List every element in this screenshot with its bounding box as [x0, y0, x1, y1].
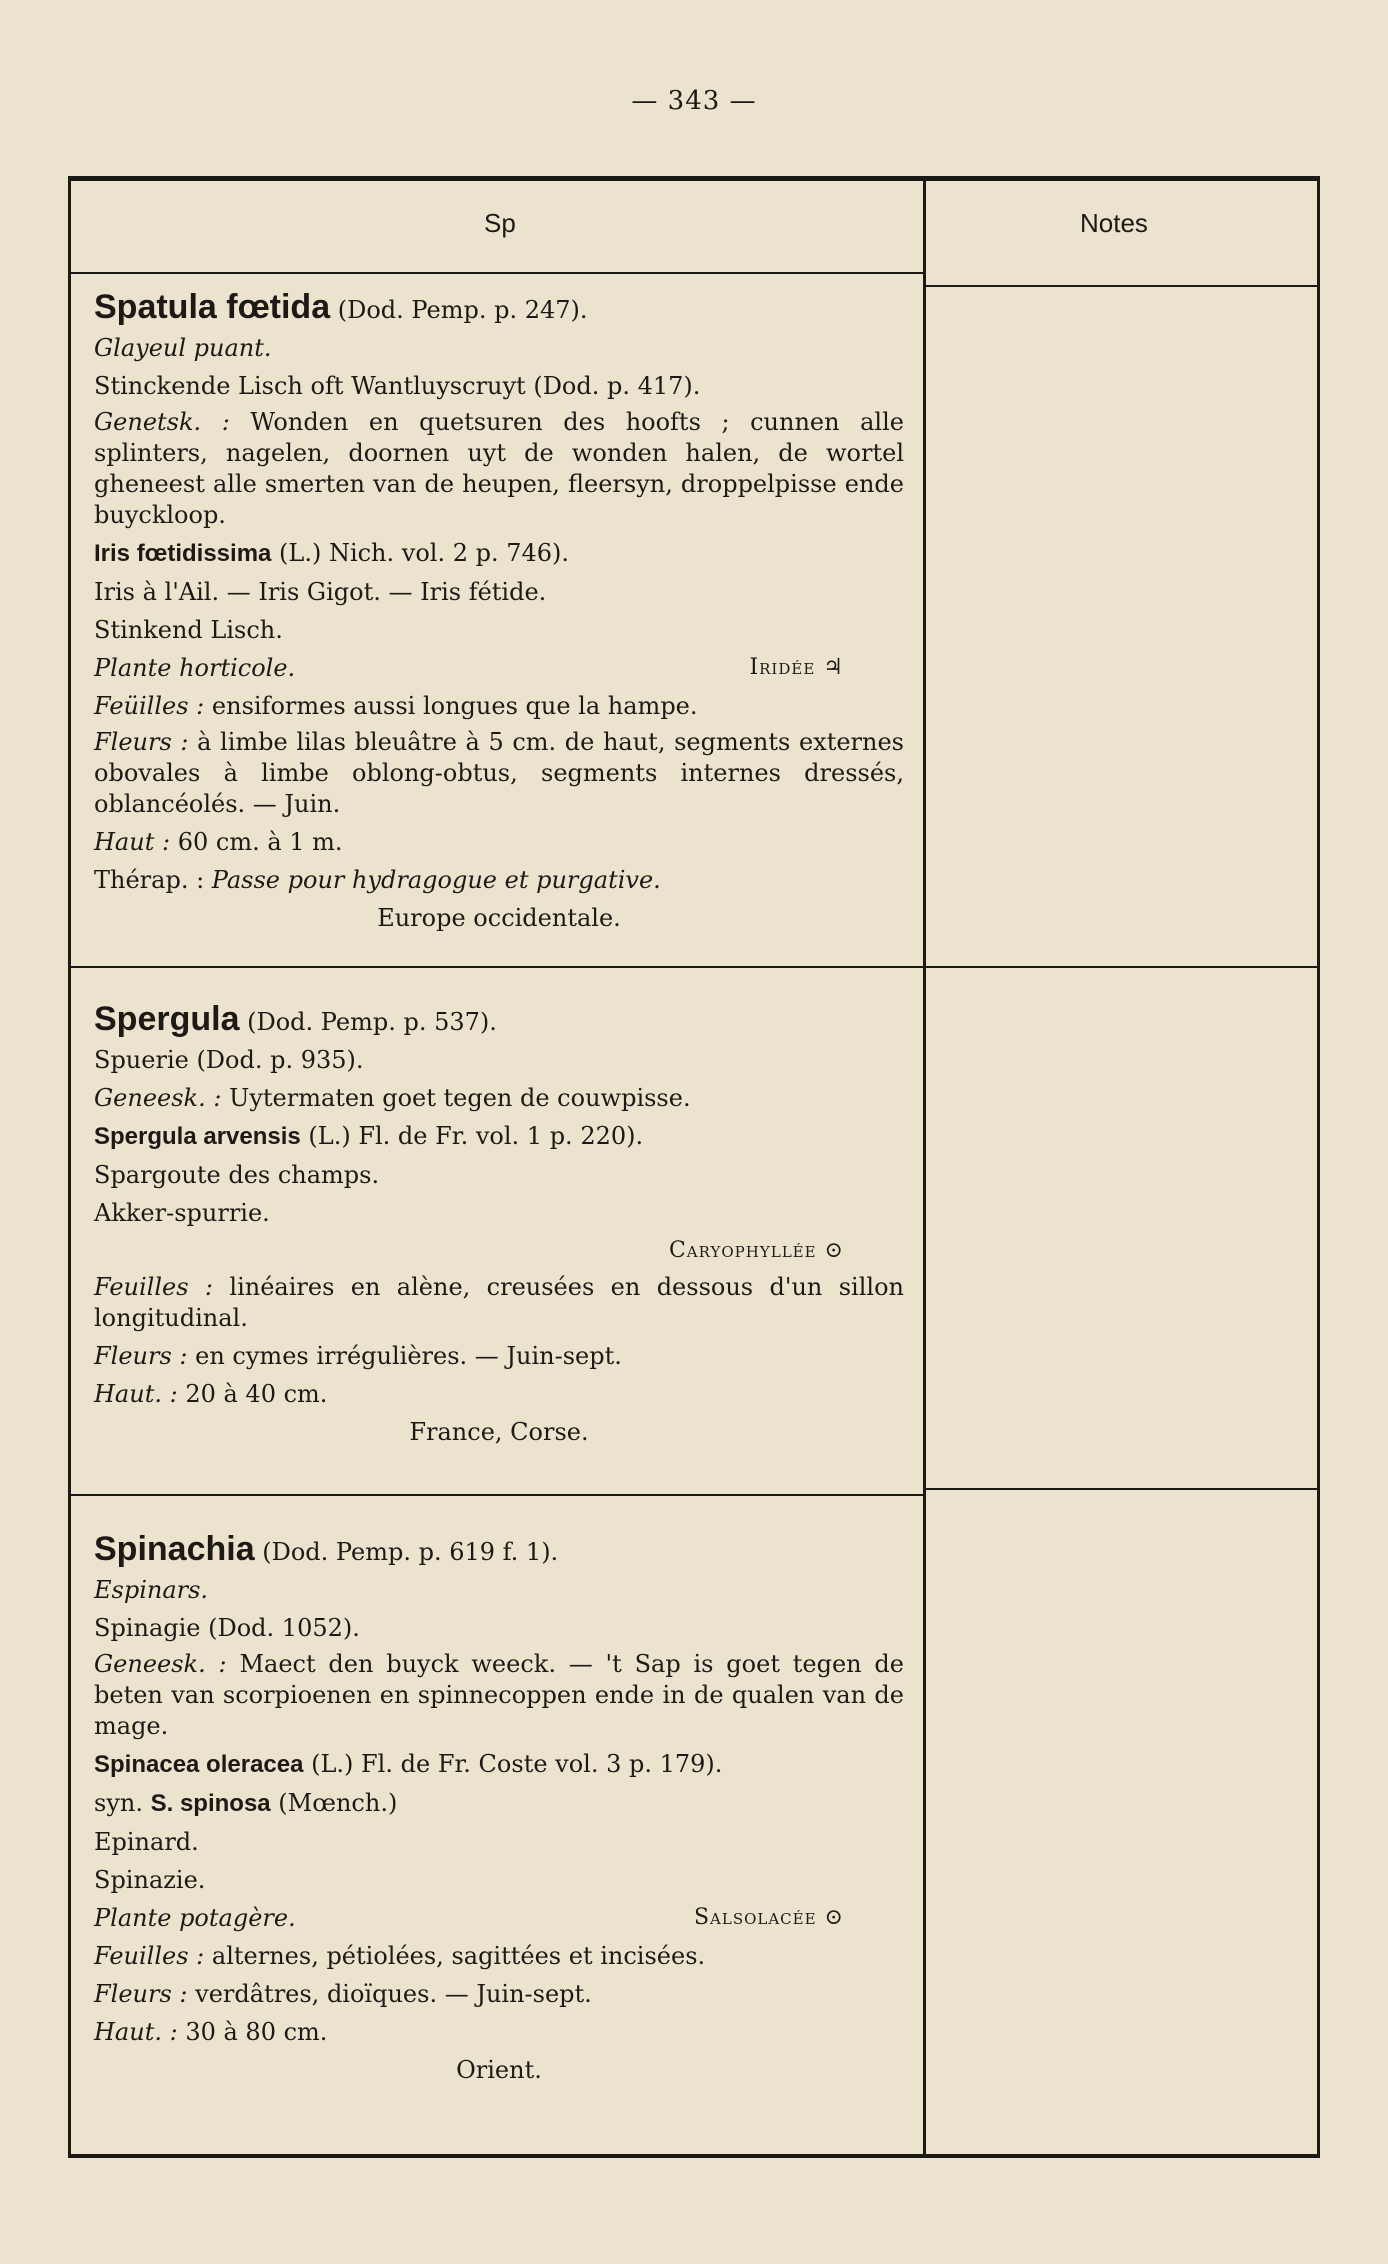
therap-label: Thérap. :: [94, 866, 205, 894]
french-name: Espinars.: [94, 1576, 209, 1604]
haut-label: Haut. :: [94, 2018, 178, 2046]
haut-text: 20 à 40 cm.: [185, 1380, 328, 1408]
fleurs-text: à limbe lilas bleuâtre à 5 cm. de haut, segments externes obovales à limbe oblong-obtus, segments internes dressés, oblancéolés. — Juin.: [94, 728, 904, 818]
geneesk-text: Uytermaten goet tegen de couwpisse.: [229, 1084, 691, 1112]
feuilles-label: Feuilles :: [94, 1273, 214, 1301]
species-name: Spergula arvensis: [94, 1123, 301, 1150]
common-name-nl: Akker-spurrie.: [94, 1199, 270, 1227]
header-rule-right: [926, 285, 1317, 287]
feuilles-text: ensiformes aussi longues que la hampe.: [211, 692, 698, 720]
french-name: Glayeul puant.: [94, 334, 272, 362]
therap-text: Passe pour hydragogue et purgative.: [211, 866, 661, 894]
entry-divider-2-right: [926, 1488, 1317, 1490]
geneesk-label: Genetsk. :: [94, 408, 230, 436]
common-name-fr: Spargoute des champs.: [94, 1161, 380, 1189]
haut-label: Haut :: [94, 828, 171, 856]
entry-ref: (Dod. Pemp. p. 537).: [247, 1008, 497, 1036]
fleurs-label: Fleurs :: [94, 728, 189, 756]
entry-divider-2-left: [71, 1494, 923, 1496]
column-divider: [923, 176, 926, 2158]
column-header-sp: Sp: [484, 208, 516, 238]
entry-ref: (Dod. Pemp. p. 247).: [337, 296, 588, 324]
species-ref: (L.) Fl. de Fr. Coste vol. 3 p. 179).: [311, 1750, 723, 1778]
haut-text: 30 à 80 cm.: [185, 2018, 328, 2046]
page-number: — 343 —: [631, 86, 757, 116]
syn-name: S. spinosa: [150, 1790, 271, 1817]
entry-title: Spinachia: [94, 1530, 255, 1568]
flemish-name: Spinagie (Dod. 1052).: [94, 1614, 360, 1642]
fleurs-label: Fleurs :: [94, 1342, 188, 1370]
column-header-notes: Notes: [1080, 208, 1148, 238]
haut-text: 60 cm. à 1 m.: [177, 828, 343, 856]
species-ref: (L.) Fl. de Fr. vol. 1 p. 220).: [308, 1122, 644, 1150]
common-name-fr: Epinard.: [94, 1828, 199, 1856]
common-name-nl: Spinazie.: [94, 1866, 206, 1894]
header-rule-left: [71, 272, 923, 274]
family-label: Caryophyllée ⊙: [668, 1238, 844, 1263]
syn-label: syn.: [94, 1789, 143, 1817]
species-name: Iris fœtidissima: [94, 540, 272, 567]
entry-title: Spergula: [94, 1000, 240, 1038]
entry-spatula-foetida: [94, 288, 904, 937]
entry-spinachia: [94, 1530, 904, 2089]
geneesk-text: Maect den buyck weeck. — 't Sap is goet tegen de beten van scorpioenen en spinnecoppen ende in de qualen van de mage.: [94, 1650, 904, 1740]
plant-type: Plante horticole.: [94, 654, 296, 682]
region: Orient.: [456, 2056, 542, 2084]
entry-ref: (Dod. Pemp. p. 619 f. 1).: [262, 1538, 559, 1566]
common-name-nl: Stinkend Lisch.: [94, 616, 283, 644]
entry-title: Spatula fœtida: [94, 288, 331, 326]
entry-divider-1-left: [71, 966, 923, 968]
fleurs-text: en cymes irrégulières. — Juin-sept.: [195, 1342, 622, 1370]
syn-ref: (Mœnch.): [278, 1789, 398, 1817]
fleurs-text: verdâtres, dioïques. — Juin-sept.: [195, 1980, 592, 2008]
plant-type: Plante potagère.: [94, 1904, 296, 1932]
common-name-fr: Iris à l'Ail. — Iris Gigot. — Iris fétide.: [94, 578, 547, 606]
feuilles-text: alternes, pétiolées, sagittées et incisées.: [211, 1942, 706, 1970]
entry-divider-1-right: [926, 966, 1317, 968]
feuilles-text: linéaires en alène, creusées en dessous d'un sillon longitudinal.: [94, 1273, 904, 1332]
geneesk-text: Wonden en quetsuren des hoofts ; cunnen alle splinters, nagelen, doornen uyt de wonden halen, de wortel gheneest alle smerten van de heupen, fleersyn, droppelpisse ende buyckloop.: [94, 408, 904, 529]
fleurs-label: Fleurs :: [94, 1980, 188, 2008]
entry-spergula: [94, 1000, 904, 1451]
family-label: Iridée ♃: [749, 655, 844, 680]
region: France, Corse.: [409, 1418, 589, 1446]
species-ref: (L.) Nich. vol. 2 p. 746).: [279, 539, 570, 567]
haut-label: Haut. :: [94, 1380, 178, 1408]
region: Europe occidentale.: [377, 904, 621, 932]
geneesk-label: Geneesk. :: [94, 1084, 222, 1112]
flemish-name: Spuerie (Dod. p. 935).: [94, 1046, 364, 1074]
species-name: Spinacea oleracea: [94, 1751, 304, 1778]
family-label: Salsolacée ⊙: [693, 1905, 844, 1930]
geneesk-label: Geneesk. :: [94, 1650, 227, 1678]
feuilles-label: Feuilles :: [94, 1942, 205, 1970]
feuilles-label: Feüilles :: [94, 692, 205, 720]
flemish-name: Stinckende Lisch oft Wantluyscruyt (Dod. p. 417).: [94, 372, 701, 400]
